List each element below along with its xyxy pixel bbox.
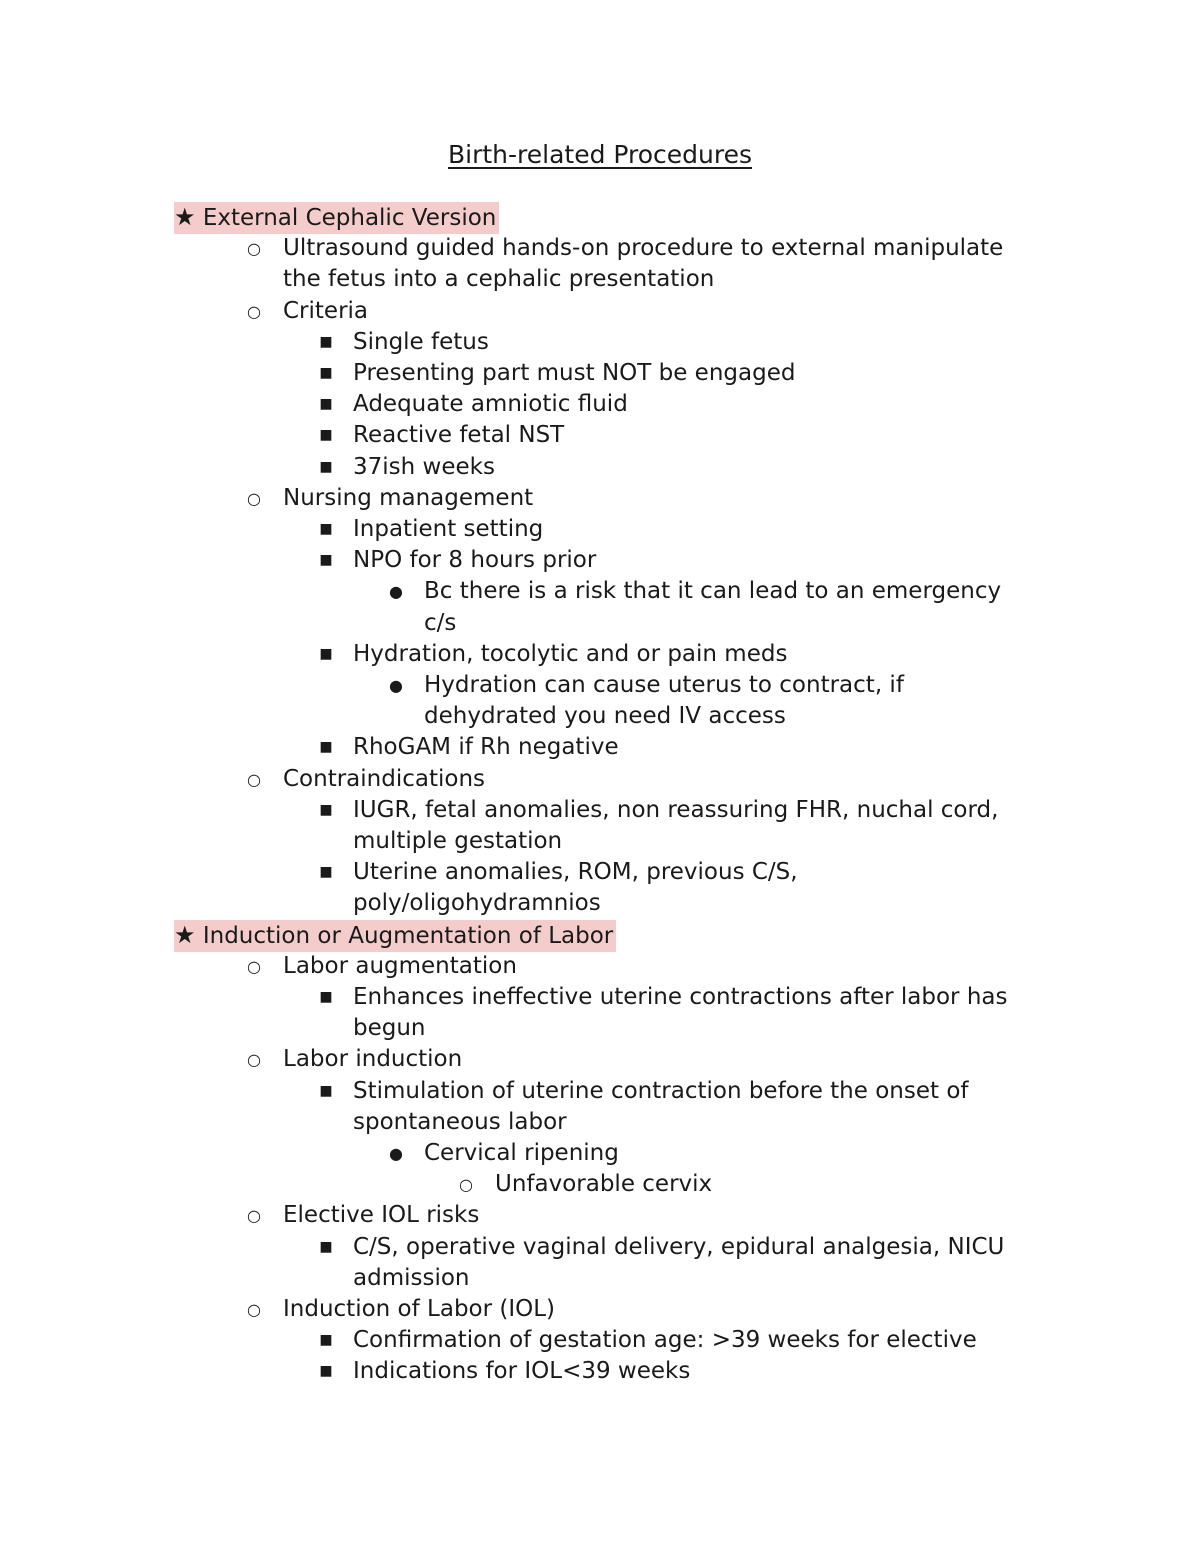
- list-item: [0, 1356, 1200, 1387]
- list-item-text: Hydration can cause uterus to contract, if: [424, 672, 904, 699]
- list-item-text: Presenting part must NOT be engaged: [353, 360, 796, 386]
- square-bullet-icon: ■: [319, 396, 333, 413]
- hollow-circle-bullet-icon: ○: [459, 1175, 473, 1195]
- list-item-text: Contraindications: [283, 765, 486, 792]
- list-item: [0, 420, 1200, 451]
- list-item: [0, 545, 1200, 576]
- list-item-text: Enhances ineffective uterine contractions after labor has: [353, 984, 1008, 1011]
- square-bullet-icon: ■: [319, 1332, 333, 1349]
- list-item-continuation: [0, 888, 1200, 919]
- list-item-text: the fetus into a cephalic presentation: [283, 266, 715, 293]
- list-item-text: Single fetus: [353, 328, 489, 355]
- square-bullet-icon: ■: [319, 552, 333, 569]
- list-item-text: Uterine anomalies, ROM, previous C/S,: [353, 859, 798, 886]
- hollow-circle-bullet-icon: ○: [247, 1206, 261, 1226]
- list-item: [0, 389, 1200, 420]
- list-item-text: Cervical ripening: [424, 1140, 619, 1167]
- list-item-text: Criteria: [283, 297, 369, 324]
- square-bullet-icon: ■: [319, 1082, 333, 1099]
- list-item-text: Ultrasound guided hands-on procedure to external manipulate: [283, 235, 1004, 262]
- square-bullet-icon: ■: [319, 739, 333, 756]
- list-item-text: Hydration, tocolytic and or pain meds: [353, 640, 788, 667]
- list-item-text: Induction of Labor (IOL): [283, 1296, 556, 1323]
- hollow-circle-bullet-icon: ○: [247, 1300, 261, 1320]
- list-item: [0, 233, 1200, 264]
- list-item-text: Reactive fetal NST: [353, 422, 565, 449]
- list-item-text: C/S, operative vaginal delivery, epidural analgesia, NICU: [353, 1233, 1005, 1260]
- star-icon: ★: [174, 203, 196, 231]
- list-item-text: dehydrated you need IV access: [424, 703, 786, 730]
- hollow-circle-bullet-icon: ○: [247, 488, 261, 508]
- square-bullet-icon: ■: [319, 458, 333, 475]
- list-item: [0, 1138, 1200, 1169]
- star-icon: ★: [174, 920, 196, 949]
- list-item-text: Unfavorable cervix: [495, 1171, 713, 1198]
- list-item: [0, 576, 1200, 607]
- hollow-circle-bullet-icon: ○: [247, 956, 261, 976]
- list-item-text: Elective IOL risks: [283, 1202, 480, 1229]
- list-item-text: Nursing management: [283, 484, 534, 511]
- list-item: [0, 358, 1200, 389]
- square-bullet-icon: ■: [319, 1363, 333, 1380]
- list-item-text: 37ish weeks: [353, 453, 495, 480]
- list-item: [0, 951, 1200, 982]
- list-item-text: Labor augmentation: [283, 952, 517, 979]
- section-heading-label: External Cephalic Version: [202, 205, 497, 231]
- square-bullet-icon: ■: [319, 801, 333, 818]
- list-item: [0, 1325, 1200, 1356]
- list-item-text: Confirmation of gestation age: >39 weeks for elective: [353, 1327, 977, 1354]
- list-item: [0, 327, 1200, 358]
- hollow-circle-bullet-icon: ○: [247, 769, 261, 789]
- list-item: [0, 1169, 1200, 1200]
- section-heading: [0, 920, 1200, 951]
- list-item: [0, 1232, 1200, 1263]
- list-item-continuation: [0, 701, 1200, 732]
- list-item-text: RhoGAM if Rh negative: [353, 734, 619, 761]
- list-item-text: begun: [353, 1015, 426, 1042]
- list-item-text: Bc there is a risk that it can lead to an emergency: [424, 578, 1002, 605]
- list-item-continuation: [0, 608, 1200, 639]
- square-bullet-icon: ■: [319, 645, 333, 662]
- list-item-text: Inpatient setting: [353, 516, 544, 543]
- list-item-continuation: [0, 1107, 1200, 1138]
- hollow-circle-bullet-icon: ○: [247, 239, 261, 259]
- document-body: [0, 202, 1200, 1388]
- list-item-text: multiple gestation: [353, 828, 563, 855]
- list-item-continuation: [0, 264, 1200, 295]
- list-item: [0, 296, 1200, 327]
- list-item-text: Labor induction: [283, 1046, 463, 1073]
- list-item: [0, 764, 1200, 795]
- list-item: [0, 857, 1200, 888]
- page-title: Birth-related Procedures: [447, 140, 753, 169]
- list-item-text: Stimulation of uterine contraction before the onset of: [353, 1077, 969, 1104]
- list-item-text: poly/oligohydramnios: [353, 890, 601, 917]
- list-item-text: admission: [353, 1264, 470, 1291]
- list-item: [0, 795, 1200, 826]
- square-bullet-icon: ■: [319, 365, 333, 381]
- list-item: [0, 982, 1200, 1013]
- list-item: [0, 1076, 1200, 1107]
- list-item: [0, 1294, 1200, 1325]
- list-item: [0, 514, 1200, 545]
- list-item: [0, 670, 1200, 701]
- list-item-continuation: [0, 1013, 1200, 1044]
- hollow-circle-bullet-icon: ○: [247, 301, 261, 321]
- list-item-text: Indications for IOL<39 weeks: [353, 1358, 691, 1385]
- list-item: [0, 732, 1200, 763]
- list-item-continuation: [0, 1263, 1200, 1294]
- list-item-text: c/s: [424, 609, 457, 636]
- filled-circle-bullet-icon: ●: [389, 676, 403, 696]
- square-bullet-icon: ■: [319, 1238, 333, 1255]
- list-item-continuation: [0, 826, 1200, 857]
- list-item-text: spontaneous labor: [353, 1108, 567, 1135]
- list-item-text: IUGR, fetal anomalies, non reassuring FHR, nuchal cord,: [353, 796, 999, 823]
- list-item-text: NPO for 8 hours prior: [353, 547, 597, 574]
- square-bullet-icon: ■: [319, 521, 333, 538]
- filled-circle-bullet-icon: ●: [389, 582, 403, 602]
- list-item: [0, 1044, 1200, 1075]
- list-item: [0, 1200, 1200, 1231]
- square-bullet-icon: ■: [319, 427, 333, 444]
- filled-circle-bullet-icon: ●: [389, 1144, 403, 1164]
- section-heading-label: Induction or Augmentation of Labor: [202, 922, 614, 949]
- section-heading: [0, 202, 1200, 233]
- list-item: [0, 639, 1200, 670]
- square-bullet-icon: ■: [319, 864, 333, 881]
- square-bullet-icon: ■: [319, 333, 333, 350]
- list-item: [0, 483, 1200, 514]
- list-item: [0, 452, 1200, 483]
- list-item-text: Adequate amniotic fluid: [353, 391, 628, 418]
- hollow-circle-bullet-icon: ○: [247, 1050, 261, 1070]
- square-bullet-icon: ■: [319, 989, 333, 1006]
